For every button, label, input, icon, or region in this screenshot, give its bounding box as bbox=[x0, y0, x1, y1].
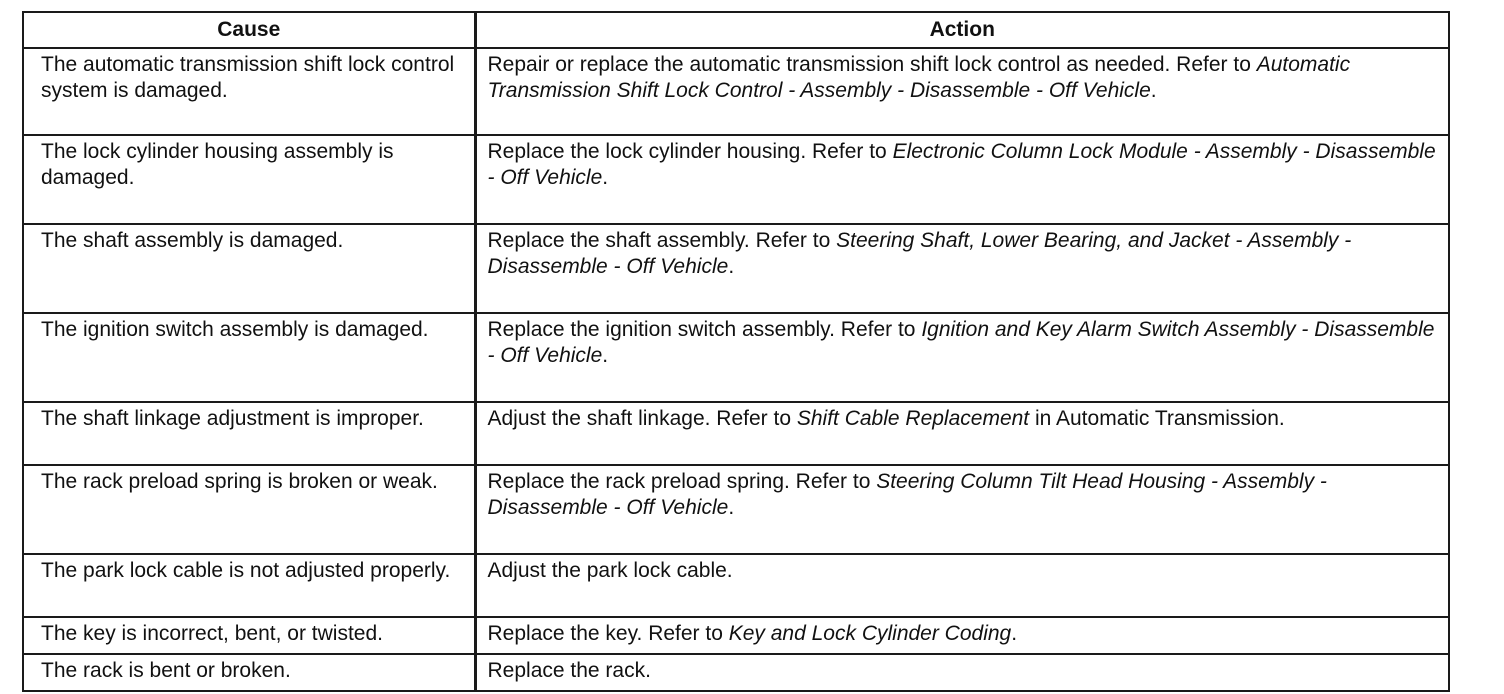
action-reference: Electronic Column Lock Module - Assembly - Disassemble - Off Vehicle bbox=[487, 140, 1436, 189]
action-reference: Key and Lock Cylinder Coding bbox=[728, 622, 1012, 645]
table-row bbox=[23, 224, 1449, 313]
cause-cell: The park lock cable is not adjusted properly. bbox=[23, 554, 475, 617]
action-cell bbox=[475, 465, 1449, 554]
table-row bbox=[23, 554, 1449, 617]
action-reference: Ignition and Key Alarm Switch Assembly - Disassemble - Off Vehicle bbox=[487, 318, 1435, 367]
action-reference: Automatic Transmission Shift Lock Control - Assembly - Disassemble - Off Vehicle bbox=[487, 53, 1351, 102]
action-suffix: . bbox=[1150, 79, 1157, 102]
action-cell bbox=[475, 313, 1449, 402]
action-reference: Steering Shaft, Lower Bearing, and Jacket - Assembly - Disassemble - Off Vehicle bbox=[487, 229, 1352, 278]
action-text: Adjust the park lock cable. bbox=[487, 559, 733, 582]
action-suffix: . bbox=[602, 344, 609, 367]
action-reference: Steering Column Tilt Head Housing - Assembly - Disassemble - Off Vehicle bbox=[487, 470, 1327, 519]
action-cell bbox=[475, 654, 1449, 691]
action-suffix: . bbox=[1011, 622, 1018, 645]
action-text: Replace the shaft assembly. Refer to bbox=[487, 229, 837, 252]
action-cell bbox=[475, 617, 1449, 654]
table-header-row bbox=[23, 12, 1449, 48]
cause-column-header: Cause bbox=[23, 12, 475, 48]
cause-cell: The shaft assembly is damaged. bbox=[23, 224, 475, 313]
action-text: Replace the rack. bbox=[487, 659, 651, 682]
action-text: Replace the lock cylinder housing. Refer to bbox=[487, 140, 893, 163]
cause-action-table bbox=[22, 11, 1450, 692]
cause-cell: The rack preload spring is broken or weak. bbox=[23, 465, 475, 554]
action-text: Adjust the shaft linkage. Refer to bbox=[487, 407, 797, 430]
action-suffix: . bbox=[728, 255, 735, 278]
action-text: Replace the key. Refer to bbox=[487, 622, 729, 645]
action-cell bbox=[475, 402, 1449, 465]
cause-cell: The automatic transmission shift lock control system is damaged. bbox=[23, 48, 475, 135]
action-cell bbox=[475, 48, 1449, 135]
action-suffix: . bbox=[602, 166, 609, 189]
cause-cell: The ignition switch assembly is damaged. bbox=[23, 313, 475, 402]
action-cell bbox=[475, 554, 1449, 617]
action-text: Replace the rack preload spring. Refer to bbox=[487, 470, 877, 493]
table-row bbox=[23, 654, 1449, 691]
table-row bbox=[23, 48, 1449, 135]
action-text: Repair or replace the automatic transmission shift lock control as needed. Refer to bbox=[487, 53, 1257, 76]
action-text: Replace the ignition switch assembly. Refer to bbox=[487, 318, 922, 341]
table-row bbox=[23, 617, 1449, 654]
cause-cell: The rack is bent or broken. bbox=[23, 654, 475, 691]
table-row bbox=[23, 465, 1449, 554]
action-suffix: in Automatic Transmission. bbox=[1029, 407, 1285, 430]
action-suffix: . bbox=[728, 496, 735, 519]
action-reference: Shift Cable Replacement bbox=[796, 407, 1030, 430]
cause-cell: The key is incorrect, bent, or twisted. bbox=[23, 617, 475, 654]
table-row bbox=[23, 402, 1449, 465]
action-cell bbox=[475, 135, 1449, 224]
table-row bbox=[23, 313, 1449, 402]
action-column-header: Action bbox=[475, 12, 1449, 48]
cause-cell: The lock cylinder housing assembly is damaged. bbox=[23, 135, 475, 224]
action-cell bbox=[475, 224, 1449, 313]
cause-cell: The shaft linkage adjustment is improper. bbox=[23, 402, 475, 465]
table-row bbox=[23, 135, 1449, 224]
